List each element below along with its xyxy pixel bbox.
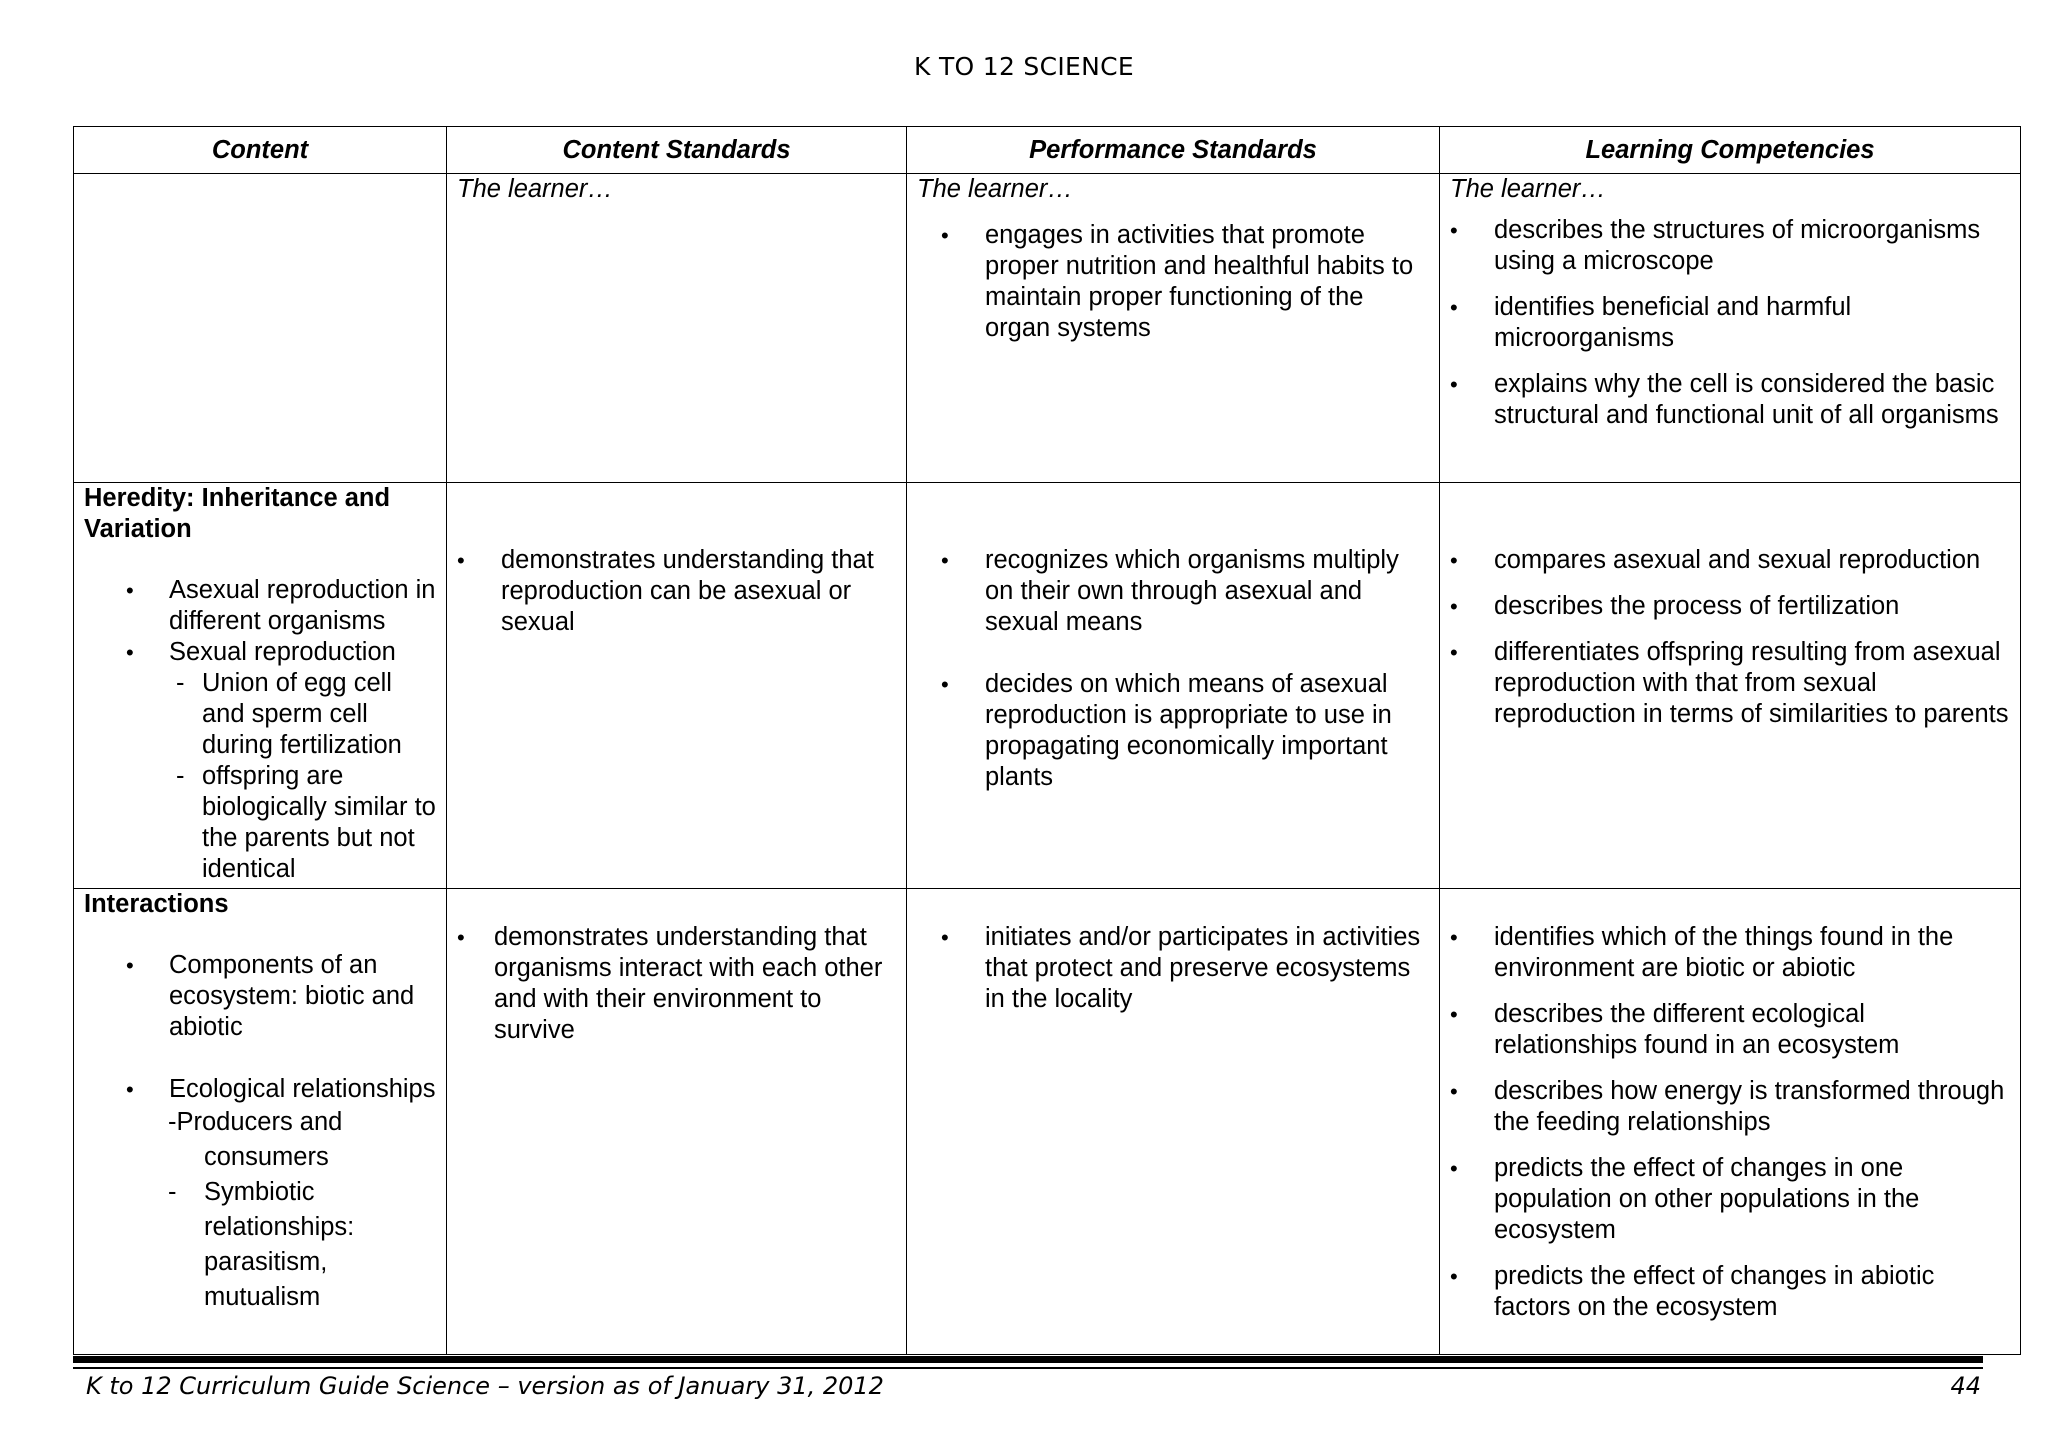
bullet-list	[941, 922, 1429, 1015]
list-item: • describes the different ecological relationships found in an ecosystem	[1450, 999, 2010, 1061]
list-item: • describes how energy is transformed through the feeding relationships	[1450, 1076, 2010, 1138]
list-item-label: -Producers and	[168, 1108, 343, 1136]
list-item: • initiates and/or participates in activities that protect and preserve ecosystems in the locality	[941, 922, 1429, 1015]
table-row	[74, 483, 2021, 889]
learning-competencies-cell	[1440, 483, 2021, 889]
list-item: • demonstrates understanding that organisms interact with each other and with their environment to survive	[457, 922, 896, 1046]
bullet-list	[457, 545, 896, 638]
list-item: • describes the structures of microorganisms using a microscope	[1450, 215, 2010, 277]
list-item	[126, 637, 436, 668]
list-item-label: Sexual reproduction	[169, 638, 396, 666]
content-standards-cell	[447, 174, 907, 483]
list-item: - Symbiotic relationships: parasitism, mutualism	[168, 1175, 436, 1315]
list-item: - offspring are biologically similar to the parents but not identical	[176, 761, 436, 885]
list-item: • Components of an ecosystem: biotic and abiotic	[126, 950, 436, 1043]
list-item: • describes the process of fertilization	[1450, 591, 2010, 622]
table-header-row	[74, 127, 2021, 174]
list-item: • predicts the effect of changes in one population on other populations in the ecosystem	[1450, 1153, 2010, 1246]
page-header: K TO 12 SCIENCE	[914, 52, 1134, 81]
intro-text: The learner…	[1450, 175, 1606, 203]
performance-standards-cell	[907, 174, 1440, 483]
bullet-list	[457, 922, 896, 1046]
intro-text: The learner…	[917, 175, 1073, 203]
dash-list	[168, 1105, 436, 1315]
curriculum-table	[73, 126, 2021, 1355]
footer-rule-thick	[73, 1356, 1983, 1363]
topic-heading: Heredity: Inheritance and Variation	[84, 484, 391, 543]
list-item: • explains why the cell is considered the basic structural and functional unit of all organisms	[1450, 369, 2010, 431]
list-item: • recognizes which organisms multiply on their own through asexual and sexual means	[941, 545, 1429, 638]
list-item-continuation: consumers	[204, 1143, 329, 1171]
list-item: • differentiates offspring resulting from asexual reproduction with that from sexual reproduction in terms of similarities to parents	[1450, 637, 2010, 730]
list-item: • Ecological relationships	[126, 1074, 436, 1105]
content-standards-cell	[447, 889, 907, 1355]
intro-text: The learner…	[457, 175, 613, 203]
bullet-list	[84, 950, 436, 1105]
content-cell	[74, 174, 447, 483]
list-item: • demonstrates understanding that reproduction can be asexual or sexual	[457, 545, 896, 638]
list-item: • Asexual reproduction in different organisms	[126, 575, 436, 637]
list-item: • compares asexual and sexual reproduction	[1450, 545, 2010, 576]
bullet-list	[1450, 922, 2010, 1323]
bullet-list	[1450, 545, 2010, 730]
table-row	[74, 174, 2021, 483]
list-item: • identifies which of the things found in the environment are biotic or abiotic	[1450, 922, 2010, 984]
list-item	[168, 1105, 436, 1175]
bullet-list	[941, 220, 1429, 344]
bullet-list	[84, 575, 436, 668]
table-row	[74, 889, 2021, 1355]
performance-standards-cell	[907, 483, 1440, 889]
content-standards-cell	[447, 483, 907, 889]
learning-competencies-cell	[1440, 174, 2021, 483]
content-cell	[74, 483, 447, 889]
header-content-standards: Content Standards	[447, 127, 907, 174]
list-item: • predicts the effect of changes in abiotic factors on the ecosystem	[1450, 1261, 2010, 1323]
list-item: • identifies beneficial and harmful microorganisms	[1450, 292, 2010, 354]
bullet-list	[1450, 215, 2010, 431]
list-item: - Union of egg cell and sperm cell during fertilization	[176, 668, 436, 761]
footer-rule-thin	[73, 1367, 1983, 1369]
header-learning-competencies: Learning Competencies	[1440, 127, 2021, 174]
list-item: • engages in activities that promote proper nutrition and healthful habits to maintain proper functioning of the organ systems	[941, 220, 1429, 344]
footer-text: K to 12 Curriculum Guide Science – version as of January 31, 2012	[86, 1372, 884, 1400]
performance-standards-cell	[907, 889, 1440, 1355]
content-cell	[74, 889, 447, 1355]
list-item: • decides on which means of asexual reproduction is appropriate to use in propagating economically important plants	[941, 669, 1429, 793]
header-performance-standards: Performance Standards	[907, 127, 1440, 174]
learning-competencies-cell	[1440, 889, 2021, 1355]
page-number: 44	[1950, 1372, 1981, 1400]
topic-heading: Interactions	[84, 890, 229, 918]
dash-list	[176, 668, 436, 885]
header-content: Content	[74, 127, 447, 174]
bullet-list	[941, 545, 1429, 793]
